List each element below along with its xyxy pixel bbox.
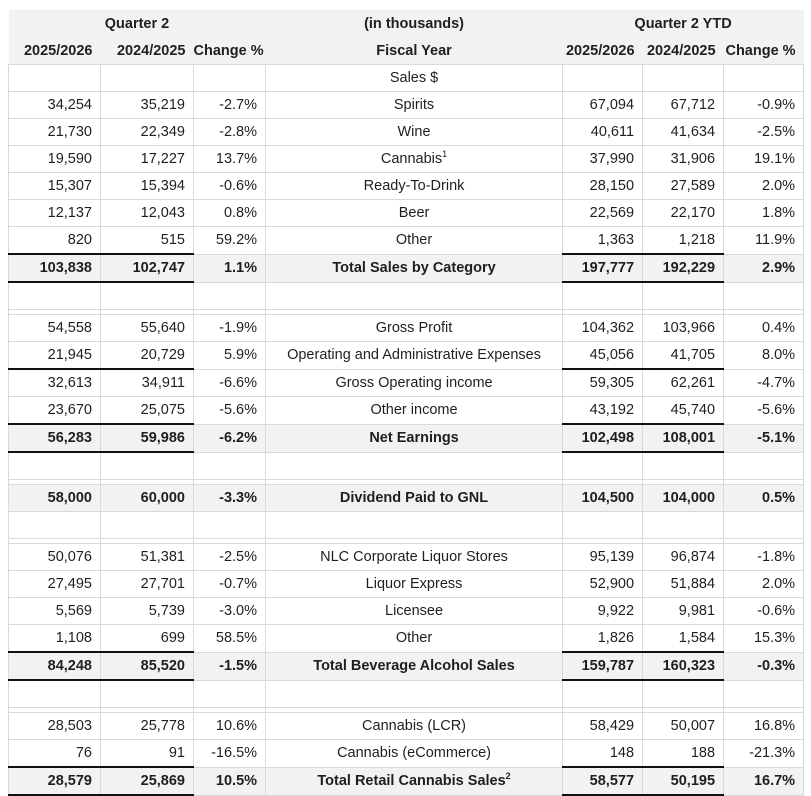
value-cell: 22,170 <box>643 200 724 227</box>
row-label: Beer <box>266 200 563 227</box>
value-cell: -16.5% <box>194 740 266 768</box>
table-row <box>9 397 804 425</box>
value-cell: -3.0% <box>194 598 266 625</box>
value-cell: 91 <box>101 740 194 768</box>
value-cell: 1.1% <box>194 254 266 282</box>
value-cell: -0.9% <box>724 92 804 119</box>
value-cell: 62,261 <box>643 369 724 397</box>
value-cell: 22,349 <box>101 119 194 146</box>
spacer-cell <box>101 680 194 708</box>
value-cell: 34,911 <box>101 369 194 397</box>
spacer-cell <box>194 512 266 539</box>
value-cell: 50,076 <box>9 544 101 571</box>
value-cell: 59,986 <box>101 424 194 452</box>
value-cell: 55,640 <box>101 315 194 342</box>
value-cell: 820 <box>9 227 101 255</box>
value-cell: 192,229 <box>643 254 724 282</box>
table-row <box>9 200 804 227</box>
value-cell: 32,613 <box>9 369 101 397</box>
value-cell: 59.2% <box>194 227 266 255</box>
value-cell: 0.4% <box>724 315 804 342</box>
value-cell: 51,884 <box>643 571 724 598</box>
value-cell: 103,966 <box>643 315 724 342</box>
value-cell: -1.5% <box>194 652 266 680</box>
value-cell: 50,007 <box>643 713 724 740</box>
value-cell: 85,520 <box>101 652 194 680</box>
value-cell: 17,227 <box>101 146 194 173</box>
value-cell: -3.3% <box>194 485 266 512</box>
spacer-cell <box>194 452 266 480</box>
value-cell: -0.7% <box>194 571 266 598</box>
value-cell: 2.0% <box>724 173 804 200</box>
value-cell: 15,394 <box>101 173 194 200</box>
value-cell: 515 <box>101 227 194 255</box>
value-cell: 40,611 <box>563 119 643 146</box>
row-label: NLC Corporate Liquor Stores <box>266 544 563 571</box>
table-row <box>9 598 804 625</box>
table-row <box>9 512 804 539</box>
value-cell <box>724 65 804 92</box>
value-cell: 25,869 <box>101 767 194 795</box>
row-label: Total Beverage Alcohol Sales <box>266 652 563 680</box>
value-cell: 1,218 <box>643 227 724 255</box>
footnote-marker: 2 <box>505 771 511 782</box>
table-row <box>9 173 804 200</box>
value-cell: -6.6% <box>194 369 266 397</box>
value-cell: 95,139 <box>563 544 643 571</box>
value-cell: 15,307 <box>9 173 101 200</box>
value-cell: 11.9% <box>724 227 804 255</box>
value-cell: 0.5% <box>724 485 804 512</box>
row-label: Liquor Express <box>266 571 563 598</box>
header-columns-row <box>9 37 804 65</box>
value-cell: 35,219 <box>101 92 194 119</box>
spacer-cell <box>194 680 266 708</box>
value-cell: 1,108 <box>9 625 101 653</box>
table-row <box>9 65 804 92</box>
table-row <box>9 713 804 740</box>
value-cell <box>101 65 194 92</box>
value-cell: 188 <box>643 740 724 768</box>
spacer-cell <box>101 452 194 480</box>
value-cell: 13.7% <box>194 146 266 173</box>
value-cell: -2.8% <box>194 119 266 146</box>
value-cell: 5.9% <box>194 342 266 370</box>
value-cell <box>194 65 266 92</box>
value-cell: 159,787 <box>563 652 643 680</box>
value-cell <box>643 65 724 92</box>
value-cell: -21.3% <box>724 740 804 768</box>
column-header-q2-change: Change % <box>194 37 266 65</box>
value-cell: -2.5% <box>724 119 804 146</box>
value-cell: 45,740 <box>643 397 724 425</box>
column-header-fiscal-year: Fiscal Year <box>266 37 563 65</box>
value-cell: 58,577 <box>563 767 643 795</box>
header-quarter2: Quarter 2 <box>9 10 266 37</box>
value-cell: 10.6% <box>194 713 266 740</box>
value-cell: 197,777 <box>563 254 643 282</box>
column-header-q2-current: 2025/2026 <box>9 37 101 65</box>
row-label: Net Earnings <box>266 424 563 452</box>
value-cell: 27,701 <box>101 571 194 598</box>
row-label: Ready-To-Drink <box>266 173 563 200</box>
value-cell: 67,094 <box>563 92 643 119</box>
value-cell: -5.1% <box>724 424 804 452</box>
value-cell: -0.3% <box>724 652 804 680</box>
value-cell: 21,945 <box>9 342 101 370</box>
table-row <box>9 227 804 255</box>
header-in-thousands: (in thousands) <box>266 10 563 37</box>
row-label: Licensee <box>266 598 563 625</box>
value-cell: -4.7% <box>724 369 804 397</box>
value-cell: -6.2% <box>194 424 266 452</box>
value-cell: 16.8% <box>724 713 804 740</box>
value-cell: 76 <box>9 740 101 768</box>
table-row <box>9 452 804 480</box>
financial-table <box>8 10 804 796</box>
spacer-cell <box>101 512 194 539</box>
value-cell: 27,495 <box>9 571 101 598</box>
value-cell: 28,503 <box>9 713 101 740</box>
value-cell: 51,381 <box>101 544 194 571</box>
value-cell: 1,584 <box>643 625 724 653</box>
value-cell: 31,906 <box>643 146 724 173</box>
row-label: Other income <box>266 397 563 425</box>
spacer-cell <box>266 452 563 480</box>
value-cell: 58.5% <box>194 625 266 653</box>
table-row <box>9 369 804 397</box>
spacer-cell <box>563 452 643 480</box>
spacer-cell <box>9 282 101 310</box>
table-body <box>9 65 804 796</box>
table-row <box>9 544 804 571</box>
value-cell: 5,739 <box>101 598 194 625</box>
spacer-cell <box>724 282 804 310</box>
value-cell: 8.0% <box>724 342 804 370</box>
table-row <box>9 485 804 512</box>
spacer-cell <box>563 512 643 539</box>
table-row <box>9 767 804 795</box>
value-cell: 43,192 <box>563 397 643 425</box>
value-cell: 104,000 <box>643 485 724 512</box>
value-cell: -5.6% <box>194 397 266 425</box>
row-label: Other <box>266 227 563 255</box>
column-header-q2-prior: 2024/2025 <box>101 37 194 65</box>
row-label: Total Retail Cannabis Sales$^2$ <box>266 767 563 795</box>
value-cell: 60,000 <box>101 485 194 512</box>
value-cell: 108,001 <box>643 424 724 452</box>
row-label: Cannabis (LCR) <box>266 713 563 740</box>
value-cell: 21,730 <box>9 119 101 146</box>
table-row <box>9 680 804 708</box>
value-cell: -1.8% <box>724 544 804 571</box>
table-row <box>9 342 804 370</box>
value-cell: 0.8% <box>194 200 266 227</box>
table-row <box>9 424 804 452</box>
value-cell: 19,590 <box>9 146 101 173</box>
table-row <box>9 119 804 146</box>
value-cell: 16.7% <box>724 767 804 795</box>
value-cell: 58,429 <box>563 713 643 740</box>
value-cell: 41,634 <box>643 119 724 146</box>
table-row <box>9 146 804 173</box>
value-cell: 102,747 <box>101 254 194 282</box>
value-cell: 54,558 <box>9 315 101 342</box>
value-cell: 2.9% <box>724 254 804 282</box>
row-label: Sales $ <box>266 65 563 92</box>
value-cell: 1.8% <box>724 200 804 227</box>
value-cell: 50,195 <box>643 767 724 795</box>
value-cell: 15.3% <box>724 625 804 653</box>
value-cell: -2.5% <box>194 544 266 571</box>
table-row <box>9 254 804 282</box>
value-cell: -0.6% <box>724 598 804 625</box>
value-cell: 45,056 <box>563 342 643 370</box>
spacer-cell <box>643 452 724 480</box>
table-header <box>9 10 804 65</box>
spacer-cell <box>643 680 724 708</box>
value-cell: 102,498 <box>563 424 643 452</box>
header-quarter2-ytd: Quarter 2 YTD <box>563 10 804 37</box>
spacer-cell <box>563 282 643 310</box>
value-cell: 67,712 <box>643 92 724 119</box>
row-label: Dividend Paid to GNL <box>266 485 563 512</box>
column-header-ytd-change: Change % <box>724 37 804 65</box>
value-cell: 25,075 <box>101 397 194 425</box>
value-cell: -1.9% <box>194 315 266 342</box>
row-label: Gross Profit <box>266 315 563 342</box>
header-group-row <box>9 10 804 37</box>
value-cell: 103,838 <box>9 254 101 282</box>
value-cell: 12,043 <box>101 200 194 227</box>
value-cell: -0.6% <box>194 173 266 200</box>
spacer-cell <box>266 512 563 539</box>
spacer-cell <box>266 282 563 310</box>
spacer-cell <box>643 282 724 310</box>
spacer-cell <box>9 680 101 708</box>
table-row <box>9 740 804 768</box>
row-label: Total Sales by Category <box>266 254 563 282</box>
value-cell: 27,589 <box>643 173 724 200</box>
value-cell: 9,981 <box>643 598 724 625</box>
value-cell: -5.6% <box>724 397 804 425</box>
value-cell: 160,323 <box>643 652 724 680</box>
value-cell <box>9 65 101 92</box>
row-label: Other <box>266 625 563 653</box>
value-cell: 1,363 <box>563 227 643 255</box>
value-cell: 2.0% <box>724 571 804 598</box>
spacer-cell <box>724 452 804 480</box>
spacer-cell <box>9 512 101 539</box>
row-label: Operating and Administrative Expenses <box>266 342 563 370</box>
value-cell: 1,826 <box>563 625 643 653</box>
value-cell: 12,137 <box>9 200 101 227</box>
spacer-cell <box>724 512 804 539</box>
value-cell: 23,670 <box>9 397 101 425</box>
table-row <box>9 652 804 680</box>
value-cell: 5,569 <box>9 598 101 625</box>
table-row <box>9 282 804 310</box>
value-cell: 41,705 <box>643 342 724 370</box>
row-label: Gross Operating income <box>266 369 563 397</box>
spacer-cell <box>724 680 804 708</box>
column-header-ytd-current: 2025/2026 <box>563 37 643 65</box>
value-cell: 104,362 <box>563 315 643 342</box>
value-cell: 104,500 <box>563 485 643 512</box>
value-cell: 9,922 <box>563 598 643 625</box>
value-cell: 148 <box>563 740 643 768</box>
value-cell: 52,900 <box>563 571 643 598</box>
column-header-ytd-prior: 2024/2025 <box>643 37 724 65</box>
footnote-marker: 1 <box>442 149 448 160</box>
row-label: Spirits <box>266 92 563 119</box>
value-cell: 25,778 <box>101 713 194 740</box>
value-cell: 28,579 <box>9 767 101 795</box>
value-cell: 58,000 <box>9 485 101 512</box>
value-cell: 96,874 <box>643 544 724 571</box>
value-cell: -2.7% <box>194 92 266 119</box>
table-row <box>9 315 804 342</box>
spacer-cell <box>643 512 724 539</box>
value-cell: 19.1% <box>724 146 804 173</box>
spacer-cell <box>194 282 266 310</box>
value-cell: 84,248 <box>9 652 101 680</box>
value-cell: 59,305 <box>563 369 643 397</box>
row-label: Cannabis$^1$ <box>266 146 563 173</box>
spacer-cell <box>563 680 643 708</box>
value-cell: 56,283 <box>9 424 101 452</box>
value-cell: 28,150 <box>563 173 643 200</box>
table-row <box>9 92 804 119</box>
value-cell: 10.5% <box>194 767 266 795</box>
row-label: Cannabis (eCommerce) <box>266 740 563 768</box>
value-cell <box>563 65 643 92</box>
table-row <box>9 625 804 653</box>
value-cell: 34,254 <box>9 92 101 119</box>
spacer-cell <box>9 452 101 480</box>
value-cell: 22,569 <box>563 200 643 227</box>
value-cell: 37,990 <box>563 146 643 173</box>
spacer-cell <box>266 680 563 708</box>
table-row <box>9 571 804 598</box>
value-cell: 20,729 <box>101 342 194 370</box>
row-label: Wine <box>266 119 563 146</box>
value-cell: 699 <box>101 625 194 653</box>
spacer-cell <box>101 282 194 310</box>
